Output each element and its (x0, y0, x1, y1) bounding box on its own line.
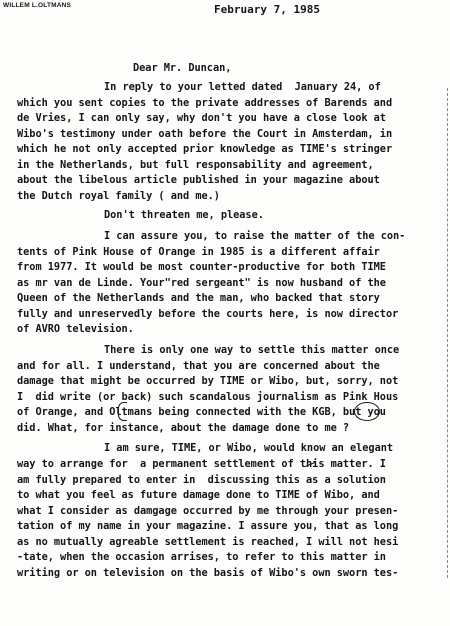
letterhead-name: WILLEM L.OLTMANS (3, 2, 72, 9)
body-line: from 1977. It would be most counter-productive for both TIME (17, 261, 386, 273)
body-line: tents of Pink House of Orange in 1985 is a different affair (17, 246, 380, 258)
page-edge-shadow (447, 88, 448, 578)
body-line: to what you feel as future damage done to TIME of Wibo, and (17, 489, 380, 501)
body-line: There is only one way to settle this matter once (104, 344, 400, 356)
body-line: I am sure, TIME, or Wibo, would know an elegant (104, 442, 394, 454)
body-line: I can assure you, to raise the matter of the con- (104, 230, 406, 242)
body-line: way to arrange for a permanent settlement of this matter. I (17, 458, 386, 470)
body-line: of Orange, and Oltmans being connected with the KGB, but you (17, 406, 386, 418)
body-line: as no mutually agreable settlement is reached, I will not hesi (17, 536, 399, 548)
body-line: In reply to your letted dated January 24, of (104, 81, 381, 93)
body-line: -tate, when the occasion arrises, to refer to this matter in (17, 551, 386, 563)
body-line: writing or on television on the basis of Wibo's own sworn tes- (17, 567, 399, 579)
body-line: which you sent copies to the private addresses of Barends and (17, 97, 393, 109)
body-line: damage that might be occurred by TIME or Wibo, but, sorry, not (17, 375, 399, 387)
body-line: Queen of the Netherlands and the man, who backed that story (17, 292, 380, 304)
body-line: of AVRO television. (17, 323, 134, 335)
body-line: tation of my name in your magazine. I assure you, that as long (17, 520, 399, 532)
body-line: as mr van de Linde. Your"red sergeant" is now husband of the (17, 277, 386, 289)
letter-date: February 7, 1985 (214, 3, 320, 16)
body-line: in the Netherlands, but full responsability and agreement, (17, 159, 374, 171)
salutation: Dear Mr. Duncan, (133, 62, 232, 74)
body-line: am fully prepared to enter in discussing this as a solution (17, 474, 386, 486)
body-line: I did write (or back) such scandalous journalism as Pink Hous (17, 391, 399, 403)
body-line: Don't threaten me, please. (104, 209, 264, 221)
body-line: de Vries, I can only say, why don't you have a close look at (17, 112, 386, 124)
body-line: which he not only accepted prior knowledge as TIME's stringer (17, 143, 393, 155)
body-line: fully and unreservedly before the courts here, is now director (17, 308, 399, 320)
body-line: what I consider as damgage occurred by me through your presen- (17, 505, 399, 517)
body-line: and for all. I understand, that you are concerned about the (17, 360, 380, 372)
body-line: Wibo's testimony under oath before the Court in Amsterdam, in (17, 128, 393, 140)
body-line: the Dutch royal family ( and me.) (17, 190, 220, 202)
body-line: about the libelous article published in your magazine about (17, 174, 380, 186)
body-line: did. What, for instance, about the damage done to me ? (17, 422, 350, 434)
